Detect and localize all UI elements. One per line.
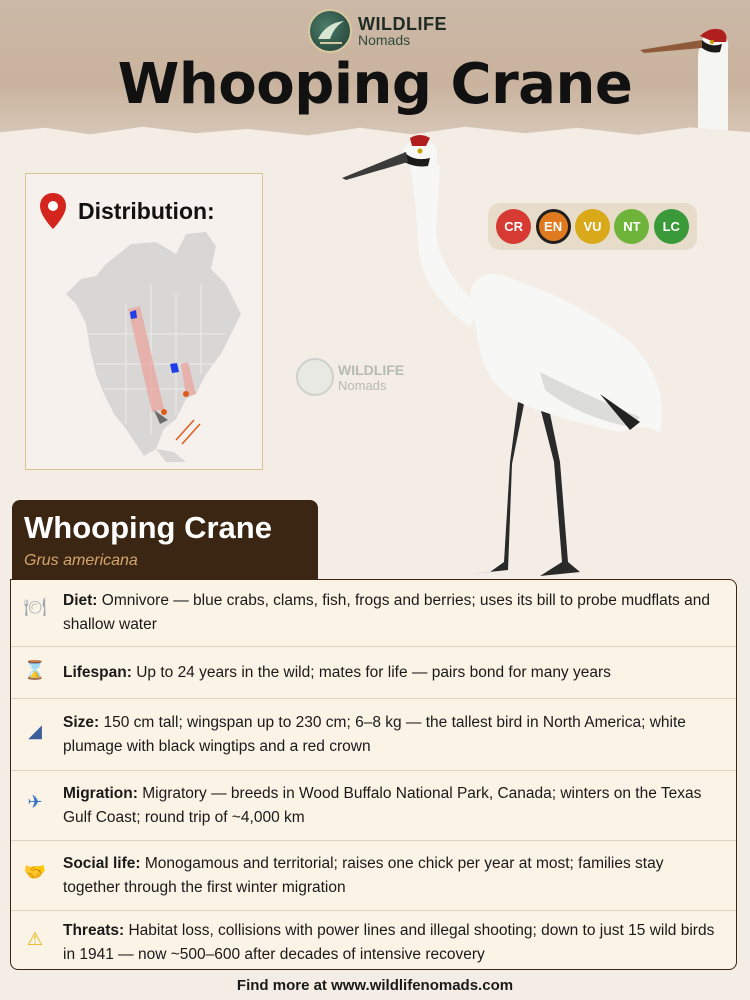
handshake-icon: 🤝 bbox=[23, 862, 47, 883]
hourglass-icon: ⌛ bbox=[23, 660, 47, 681]
fact-row-migration bbox=[11, 770, 736, 840]
fact-label: Social life: bbox=[63, 855, 141, 872]
fact-label: Size: bbox=[63, 714, 100, 731]
plate-icon: 🍽 bbox=[23, 597, 47, 618]
airplane-icon: ✈ bbox=[27, 792, 43, 813]
distribution-card bbox=[25, 173, 263, 470]
brand-logo[interactable] bbox=[308, 8, 458, 54]
brand-line2: Nomads bbox=[358, 32, 411, 48]
header-band bbox=[0, 0, 750, 140]
distribution-heading: Distribution: bbox=[78, 198, 215, 224]
crane-head-illustration bbox=[636, 20, 736, 132]
watermark-line2: Nomads bbox=[338, 377, 387, 393]
status-en-selected: EN bbox=[536, 209, 571, 244]
fact-text: Migratory — breeds in Wood Buffalo National Park, Canada; winters on the Texas Gulf Coast; round trip of ~4,000 km bbox=[63, 785, 702, 826]
fact-label: Migration: bbox=[63, 785, 138, 802]
watermark-badge-icon bbox=[296, 358, 334, 396]
species-name-box bbox=[12, 500, 318, 580]
fact-row-size bbox=[11, 698, 736, 770]
fact-row-lifespan bbox=[11, 646, 736, 698]
ruler-icon: ◢ bbox=[28, 721, 42, 742]
fact-text: 150 cm tall; wingspan up to 230 cm; 6–8 kg — the tallest bird in North America; white plumage with black wingtips and a red crown bbox=[63, 714, 686, 755]
fact-label: Diet: bbox=[63, 592, 98, 609]
fact-text: Up to 24 years in the wild; mates for life — pairs bond for many years bbox=[131, 664, 611, 681]
brand-line1: WILDLIFE bbox=[358, 14, 447, 34]
status-vu: VU bbox=[575, 209, 610, 244]
logo-badge-icon bbox=[308, 9, 352, 53]
fact-row-social bbox=[11, 840, 736, 910]
status-nt: NT bbox=[614, 209, 649, 244]
warning-icon: ⚠ bbox=[26, 929, 44, 950]
facts-panel bbox=[10, 579, 737, 970]
status-lc: LC bbox=[654, 209, 689, 244]
distribution-map[interactable] bbox=[36, 224, 251, 464]
crane-illustration bbox=[340, 132, 680, 582]
footer-link[interactable]: Find more at www.wildlifenomads.com bbox=[236, 977, 514, 994]
scientific-name: Grus americana bbox=[24, 552, 138, 569]
fact-label: Threats: bbox=[63, 922, 125, 939]
fact-row-threats bbox=[11, 910, 736, 970]
fact-text: Monogamous and territorial; raises one chick per year at most; families stay together through the first winter migration bbox=[63, 855, 664, 896]
watermark-line1: WILDLIFE bbox=[338, 361, 405, 378]
fact-text: Omnivore — blue crabs, clams, fish, frogs and berries; uses its bill to probe mudflats and shallow water bbox=[63, 592, 710, 633]
fact-text: Habitat loss, collisions with power lines and illegal shooting; down to just 15 wild birds in 1941 — now ~500–600 after decades of intensive recovery bbox=[63, 922, 715, 963]
page-title: Whooping Crane bbox=[117, 52, 633, 117]
status-cr: CR bbox=[496, 209, 531, 244]
fact-label: Lifespan: bbox=[63, 664, 132, 681]
fact-row-diet bbox=[11, 580, 736, 646]
common-name: Whooping Crane bbox=[24, 510, 272, 545]
